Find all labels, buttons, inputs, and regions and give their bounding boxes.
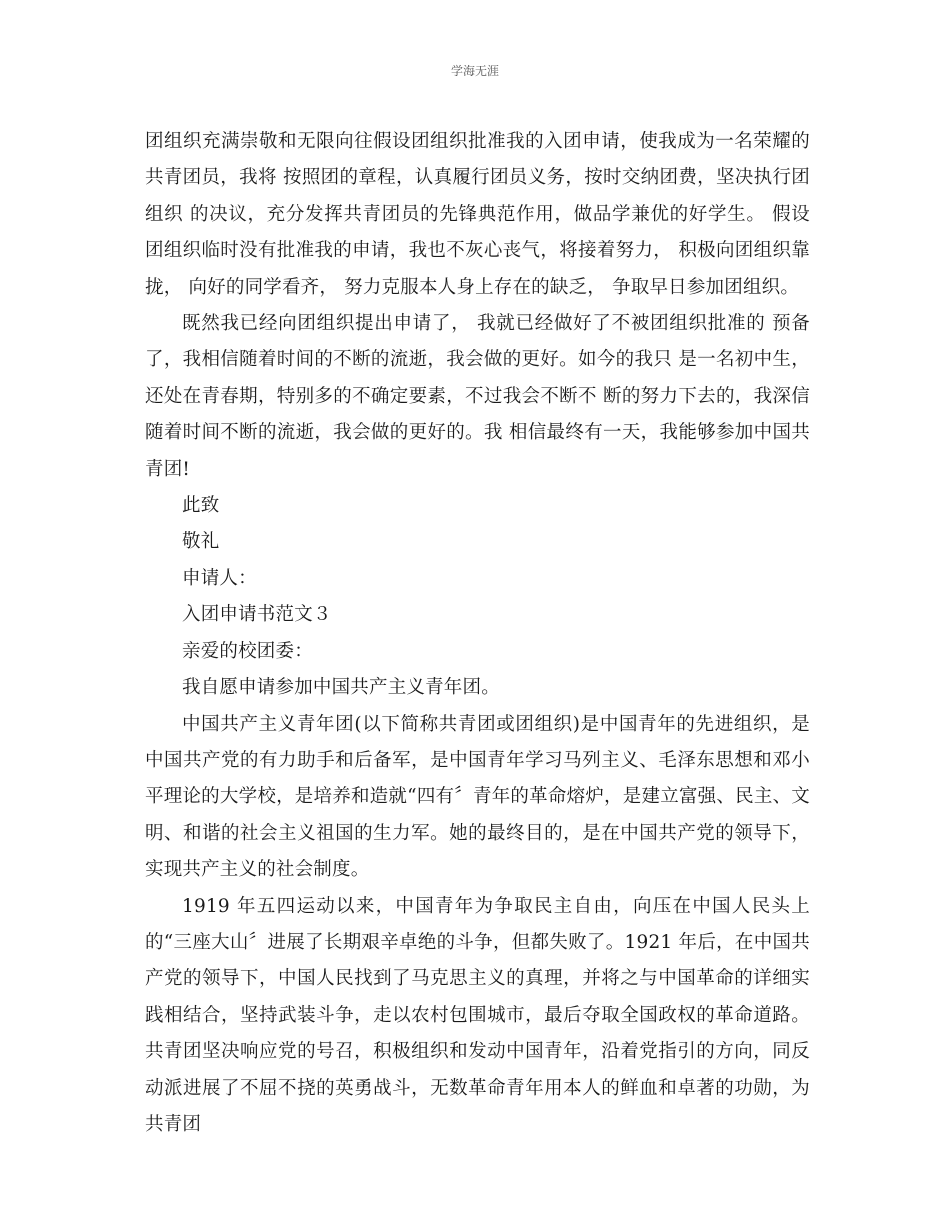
- closing-salutation: 此致: [182, 495, 220, 517]
- applicant-label: 申请人：: [182, 567, 257, 589]
- greeting: 亲爱的校团委：: [182, 640, 313, 662]
- paragraph-3: 我自愿申请参加中国共产主义青年团。: [182, 677, 500, 699]
- paragraph-2: 既然我已经向团组织提出申请了， 我就已经做好了不被团组织批准的 预备了，我相信随着时间的不断的流逝，我会做的更好。如今的我只 是一名初中生，还处在青春期，特别多的不确定要素，不过我会不断不 断的努力下去的，我深信随着时间不断的流逝，我会做的更好的。我 相信最终有一天，我能够参加中国共青团!: [145, 313, 810, 480]
- page-header: 学海无涯: [450, 64, 499, 78]
- document-body: [145, 124, 810, 1143]
- paragraph-1: 团组织充满崇敬和无限向往假设团组织批准我的入团申请，使我成为一名荣耀的共青团员，我将 按照团的章程，认真履行团员义务，按时交纳团费，坚决执行团组织 的决议，充分发挥共青团员的先锋典范作用，做品学兼优的好学生。 假设团组织临时没有批准我的申请，我也不灰心丧气，将接着努力， 积极向团组织靠拢， 向好的同学看齐， 努力克服本人身上存在的缺乏， 争取早日参加团组织。: [145, 131, 810, 298]
- closing-regards: 敬礼: [182, 531, 220, 553]
- section-title: 入团申请书范文３: [182, 604, 332, 626]
- paragraph-5: 1919 年五四运动以来，中国青年为争取民主自由，向压在中国人民头上的“三座大山〞进展了长期艰辛卓绝的斗争，但都失败了。1921 年后，在中国共产党的领导下，中国人民找到了马克思主义的真理，并将之与中国革命的详细实践相结合，坚持武装斗争，走以农村包围城市，最后夺取全国政权的革命道路。共青团坚决响应党的号召，积极组织和发动中国青年，沿着党指引的方向，同反动派进展了不屈不挠的英勇战斗，无数革命青年用本人的鲜血和卓著的功勋，为共青团: [145, 895, 810, 1135]
- paragraph-4: 中国共产主义青年团(以下简称共青团或团组织)是中国青年的先进组织，是中国共产党的有力助手和后备军，是中国青年学习马列主义、毛泽东思想和邓小平理论的大学校，是培养和造就“四有〞青年的革命熔炉，是建立富强、民主、文明、和谐的社会主义祖国的生力军。她的最终目的，是在中国共产党的领导下，实现共产主义的社会制度。: [145, 713, 810, 881]
